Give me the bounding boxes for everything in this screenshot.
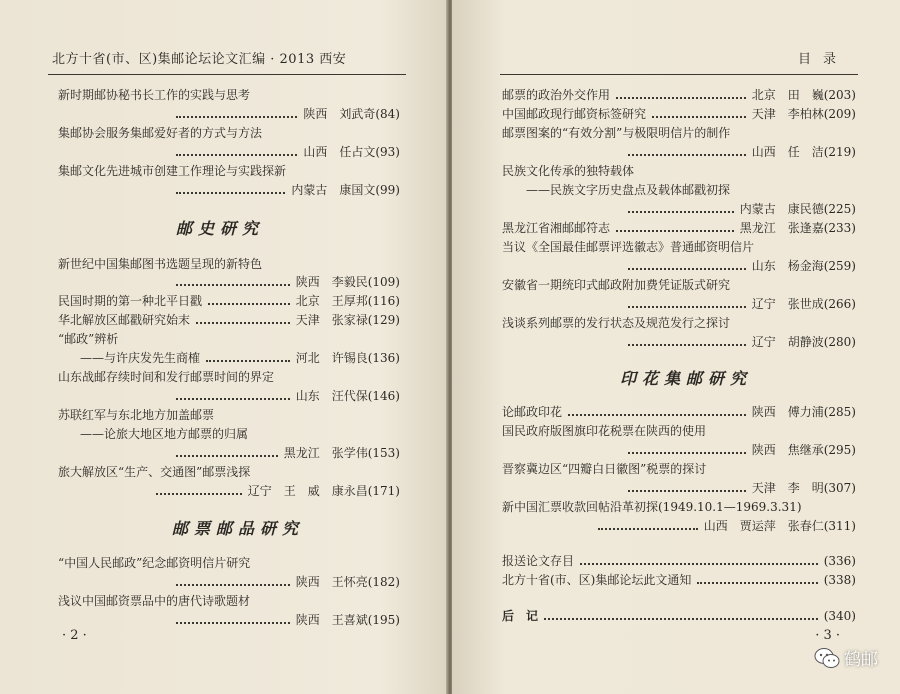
entry-meta: 山东 汪代保(146): [295, 389, 400, 403]
entry-leader: [502, 87, 856, 103]
entry-leader: [622, 201, 856, 217]
entry-title: 安徽省一期统印式邮政附加费凭证版式研究: [502, 278, 731, 292]
entry-title: 浅谈系列邮票的发行状态及规范发行之探讨: [502, 316, 731, 330]
entry-title: 北方十省(市、区)集邮论坛此文通知: [502, 573, 692, 587]
entry-meta: 天津 李柏林(209): [751, 107, 856, 121]
entry-leader: [170, 144, 400, 160]
entry-leader: [150, 483, 400, 499]
left-page: [0, 0, 448, 694]
entry-leader: [622, 258, 856, 274]
entry-leader: [622, 480, 856, 496]
entry-title: 民族文化传承的独特载体: [502, 164, 635, 178]
entry-title: 后 记: [502, 609, 539, 623]
entry-title: 当议《全国最佳邮票评选徽志》普通邮资明信片: [502, 240, 755, 254]
entry-meta: 天津 李 明(307): [751, 481, 856, 495]
entry-subtitle: ——民族文字历史盘点及载体邮戳初探: [526, 183, 731, 197]
entry-subtitle: ——与许庆发先生商榷: [80, 351, 201, 365]
left-running-head: 北方十省(市、区)集邮论坛论文汇编 · 2013 西安: [52, 52, 347, 67]
entry-subtitle: ——论旅大地区地方邮票的归属: [80, 427, 249, 441]
entry-meta: 陕西 李毅民(109): [295, 275, 400, 289]
entry-title: 山东战邮存续时间和发行邮票时间的界定: [58, 370, 275, 384]
entry-title: 邮票的政治外交作用: [502, 88, 611, 102]
entry-title: 苏联红军与东北地方加盖邮票: [58, 408, 215, 422]
entry-meta: 陕西 王怀亮(182): [295, 575, 400, 589]
entry-leader: [80, 350, 400, 366]
entry-meta: 内蒙古 康民德(225): [739, 202, 856, 216]
wechat-icon: [814, 647, 840, 669]
entry-title: 黑龙江省湘邮邮符志: [502, 221, 611, 235]
section-heading: 邮票邮品研究: [172, 519, 305, 538]
entry-meta: 山西 任占文(93): [303, 145, 400, 159]
entry-title: 报送论文存目: [502, 554, 575, 568]
entry-leader: [170, 274, 400, 290]
entry-meta: (338): [823, 573, 856, 587]
entry-meta: 陕西 焦继承(295): [751, 443, 856, 457]
entry-meta: 黑龙江 张学伟(153): [283, 446, 400, 460]
entry-title: 邮票图案的“有效分割”与极限明信片的制作: [502, 126, 731, 140]
entry-leader: [502, 404, 856, 420]
entry-leader: [592, 518, 856, 534]
entry-leader: [502, 106, 856, 122]
entry-title: 集邮文化先进城市创建工作理论与实践探新: [58, 164, 287, 178]
entry-meta: 山西 贾运萍 张春仁(311): [703, 519, 856, 533]
entry-leader: [170, 388, 400, 404]
entry-meta: 河北 许锡良(136): [295, 351, 400, 365]
entry-leader: [502, 220, 856, 236]
entry-title: 晋察冀边区“四瓣白日徽图”税票的探讨: [502, 462, 707, 476]
entry-leader: [622, 144, 856, 160]
entry-leader: [622, 442, 856, 458]
page-number: · 2 ·: [62, 628, 87, 643]
entry-leader: [58, 312, 400, 328]
entry-title: 民国时期的第一种北平日戳: [58, 294, 203, 308]
entry-title: 新中国汇票收款回帖沿革初探(1949.10.1—1969.3.31): [502, 500, 802, 514]
entry-title: 旅大解放区“生产、交通图”邮票浅探: [58, 465, 251, 479]
entry-leader: [502, 553, 856, 569]
entry-meta: 山东 杨金海(259): [751, 259, 856, 273]
entry-title: 中国邮政现行邮资标签研究: [502, 107, 647, 121]
entry-meta: 陕西 刘武奇(84): [303, 107, 400, 121]
entry-meta: 辽宁 张世成(266): [751, 297, 856, 311]
section-heading: 印花集邮研究: [620, 369, 753, 388]
entry-meta: 山西 任 洁(219): [751, 145, 856, 159]
entry-meta: 天津 张家禄(129): [295, 313, 400, 327]
entry-title: “邮政”辨析: [58, 332, 119, 346]
left-header-rule: [48, 74, 406, 75]
entry-meta: 辽宁 王 威 康永昌(171): [247, 484, 400, 498]
entry-title: 新时期邮协秘书长工作的实践与思考: [58, 88, 251, 102]
entry-meta: 陕西 傅力浦(285): [751, 405, 856, 419]
right-running-head: 目录: [797, 52, 848, 67]
entry-leader: [622, 296, 856, 312]
entry-title: 集邮协会服务集邮爱好者的方式与方法: [58, 126, 263, 140]
entry-title: “中国人民邮政”纪念邮资明信片研究: [58, 556, 251, 570]
right-page: [452, 0, 900, 694]
entry-meta: (336): [823, 554, 856, 568]
entry-leader: [170, 182, 400, 198]
entry-title: 新世纪中国集邮图书选题呈现的新特色: [58, 257, 263, 271]
entry-leader: [170, 106, 400, 122]
entry-leader: [170, 612, 400, 628]
page-number: · 3 ·: [815, 628, 840, 643]
section-heading: 邮史研究: [176, 219, 265, 238]
entry-leader: [170, 574, 400, 590]
entry-title: 国民政府版图旗印花税票在陕西的使用: [502, 424, 707, 438]
entry-leader: [502, 608, 856, 624]
entry-title: 华北解放区邮戳研究始末: [58, 313, 191, 327]
entry-meta: 黑龙江 张逢嘉(233): [739, 221, 856, 235]
entry-leader: [170, 445, 400, 461]
entry-meta: 内蒙古 康国文(99): [291, 183, 400, 197]
entry-title: 浅议中国邮资票品中的唐代诗歌题材: [58, 594, 251, 608]
entry-leader: [622, 334, 856, 350]
entry-leader: [58, 293, 400, 309]
entry-meta: (340): [823, 609, 856, 623]
right-header-rule: [500, 74, 858, 75]
watermark-text: 鹤邮: [844, 650, 878, 670]
entry-meta: 陕西 王喜斌(195): [295, 613, 400, 627]
watermark: [814, 645, 878, 670]
entry-meta: 北京 王厚邦(116): [295, 294, 400, 308]
entry-meta: 辽宁 胡静波(280): [751, 335, 856, 349]
entry-meta: 北京 田 巍(203): [751, 88, 856, 102]
entry-title: 论邮政印花: [502, 405, 563, 419]
entry-leader: [502, 572, 856, 588]
